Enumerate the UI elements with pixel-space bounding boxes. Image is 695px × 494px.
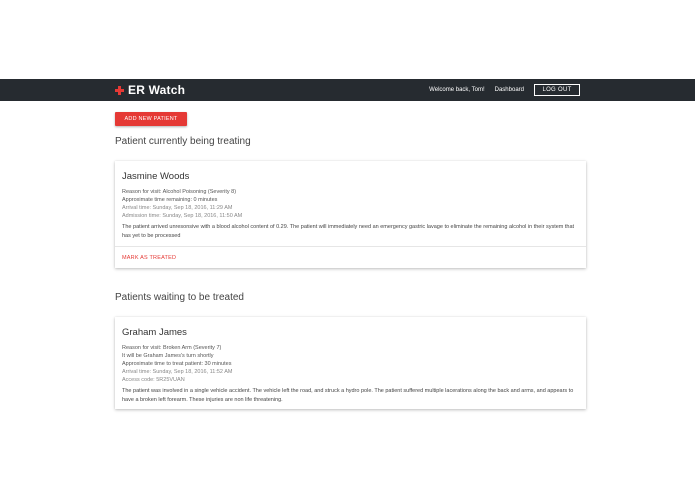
waiting-section-title: Patients waiting to be treated [115, 292, 244, 303]
time-remaining-text: Approximate time remaining: 0 minutes [122, 197, 218, 203]
patient-description: The patient arrived unresonsive with a blood alcohol content of 0.29. The patient will immediately need an emergency gastric lavage to eliminate the remaining alcohol in their system that has yet to be processed [122, 224, 575, 239]
current-section-title: Patient currently being treating [115, 136, 251, 147]
arrival-time-text: Arrival time: Sunday, Sep 18, 2016, 11:52 AM [122, 369, 233, 375]
arrival-time-text: Arrival time: Sunday, Sep 18, 2016, 11:29 AM [122, 205, 233, 211]
time-to-treat-text: Approximate time to treat patient: 30 minutes [122, 361, 232, 367]
brand-title: ER Watch [128, 83, 186, 97]
main-content [115, 112, 586, 403]
logout-button[interactable]: LOG OUT [534, 84, 580, 96]
patient-name: Graham James [122, 327, 187, 338]
dashboard-link[interactable]: Dashboard [494, 87, 524, 93]
medical-cross-icon [115, 86, 124, 95]
access-code-text: Access code: 5R25VUAN [122, 377, 185, 383]
brand[interactable] [115, 83, 185, 97]
patient-description: The patient was involved in a single vehicle accident. The vehicle left the road, and struck a hydro pole. The patient suffered multiple lacerations along the back and arms, and appears to have a broken left forearm. These injuries are non life threatening. [122, 388, 574, 403]
waiting-patient-card [115, 317, 586, 409]
nav-right [429, 84, 580, 96]
welcome-text: Welcome back, Tom! [429, 87, 485, 93]
patient-name: Jasmine Woods [122, 171, 190, 182]
current-patient-card [115, 161, 586, 268]
reason-text: Reason for visit: Alcohol Poisoning (Severity 8) [122, 189, 237, 195]
add-new-patient-button[interactable]: ADD NEW PATIENT [115, 112, 187, 126]
admission-time-text: Admission time: Sunday, Sep 18, 2016, 11:50 AM [122, 213, 243, 219]
mark-as-treated-button[interactable]: MARK AS TREATED [115, 246, 586, 261]
reason-text: Reason for visit: Broken Arm (Severity 7) [122, 345, 222, 351]
top-navbar [0, 79, 695, 101]
turn-status-text: It will be Graham James's turn shortly [122, 353, 214, 359]
